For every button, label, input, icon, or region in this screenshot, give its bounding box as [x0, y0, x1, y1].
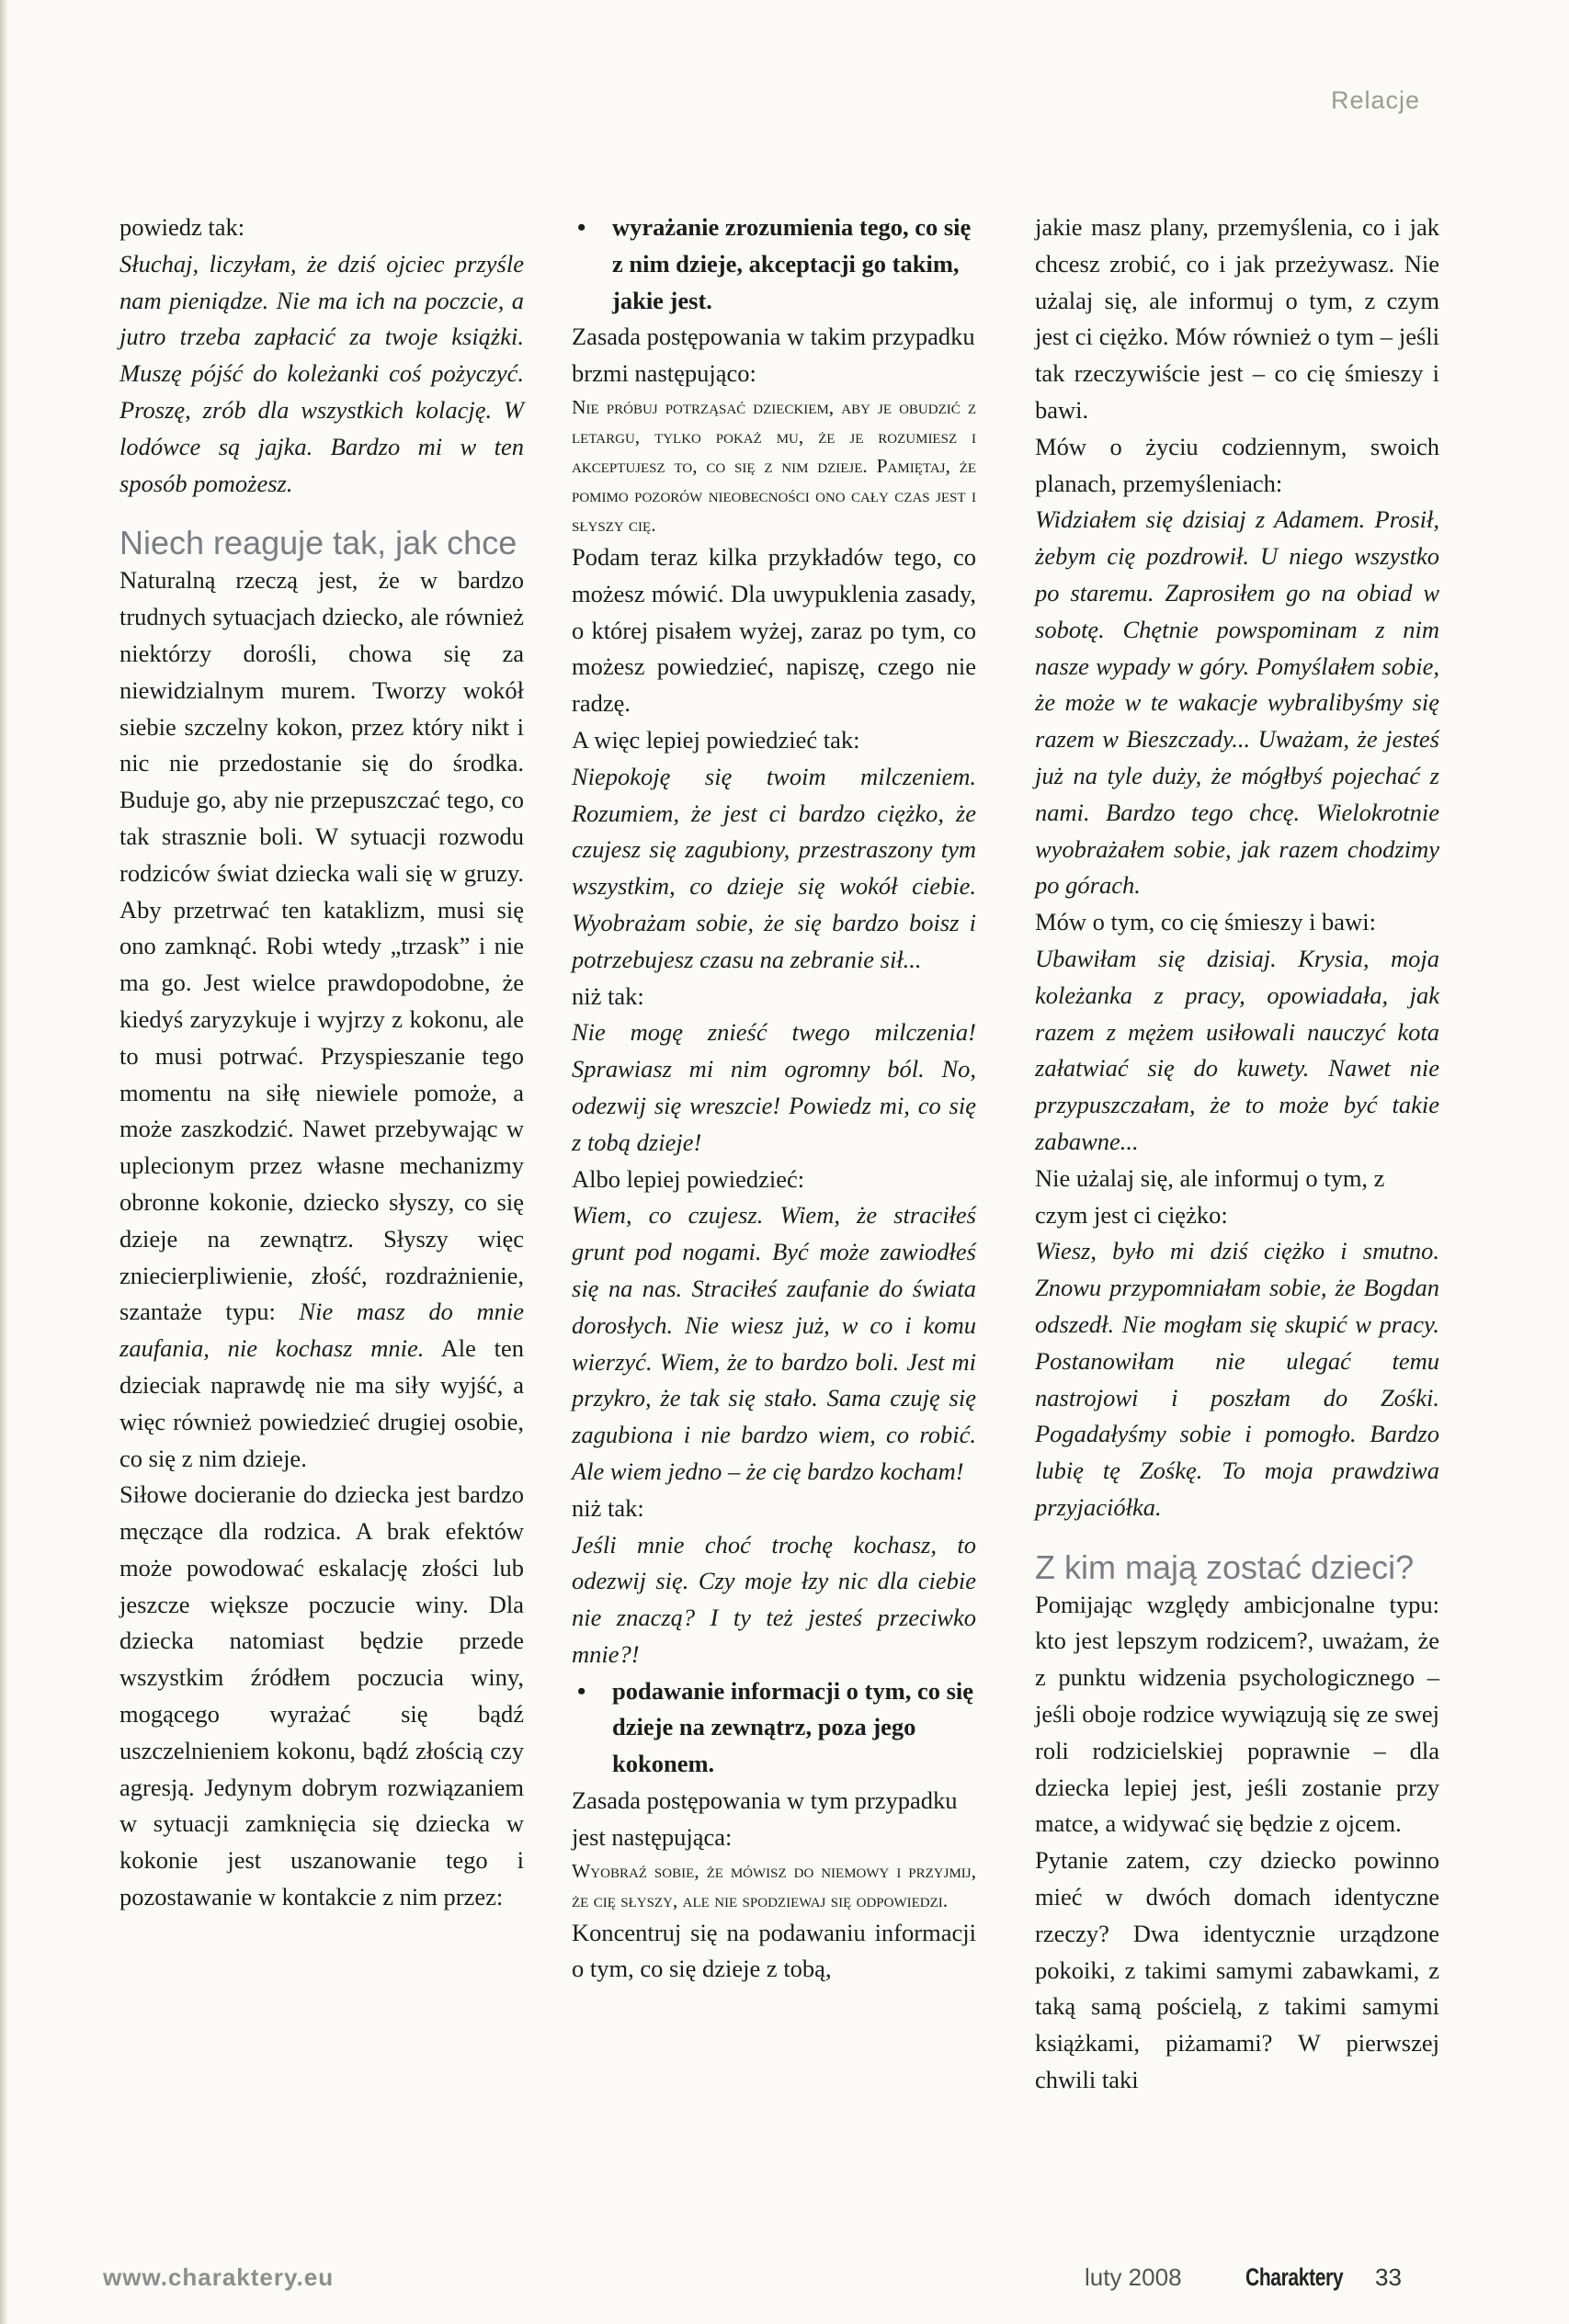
paragraph: niż tak: — [572, 1493, 644, 1522]
column-1 — [119, 210, 524, 1916]
footer-url[interactable]: www.charaktery.eu — [103, 2263, 335, 2291]
paragraph: Mów o życiu codziennym, swoich planach, przemyśleniach: — [1035, 432, 1439, 497]
bullet-text: podawanie informacji o tym, co się dzieje na zewnątrz, poza jego kokonem. — [612, 1676, 974, 1778]
paragraph: Albo lepiej powiedzieć: — [572, 1164, 805, 1193]
quote: Słuchaj, liczyłam, że dziś ojciec przyśle nam pieniądze. Nie ma ich na poczcie, a jutro trzeba zapłacić za twoje książki. Muszę pójść do koleżanki coś pożyczyć. Proszę, zrób dla wszystkich kolację. W lodówce są jajka. Bardzo mi w ten sposób pomożesz. — [119, 249, 524, 497]
quote: Ubawiłam się dzisiaj. Krysia, moja koleżanka z pracy, opowiadała, jak razem z mężem usiłowali nauczyć kota załatwiać się do kuwety. Nawet nie przypuszczałam, że to może być takie zabawne... — [1035, 944, 1439, 1155]
subheading: Z kim mają zostać dzieci? — [1035, 1547, 1415, 1586]
quote: Wiem, co czujesz. Wiem, że straciłeś grunt pod nogami. Być może zawiodłeś się na nas. Straciłeś zaufanie do świata dorosłych. Nie wiesz już, w co i komu wierzyć. Wiem, że to bardzo boli. Jest mi przykro, że tak się stało. Sama czuję się zagubiona i nie bardzo wiem, co robić. Ale wiem jedno – że cię bardzo kocham! — [572, 1201, 976, 1485]
paragraph: jakie masz plany, przemyślenia, co i jak chcesz zrobić, co i jak przeżywasz. Nie użalaj się, ale informuj o tym, z czym jest ci ciężko. Mów również o tym – jeśli tak rzeczywiście jest – co cię śmieszy i bawi. — [1035, 213, 1439, 424]
column-3 — [1035, 210, 1439, 2099]
page-spine-shadow — [0, 0, 8, 2324]
paragraph: Koncentruj się na podawaniu informacji o tym, co się dzieje z tobą, — [572, 1918, 976, 1983]
paragraph: Pomijając względy ambicjonalne typu: kto jest lepszym rodzicem?, uważam, że z punktu widzenia psychologicznego – jeśli oboje rodzice wywiązują się ze swej roli rodzicielskiej poprawnie – dla dziecka lepiej jest, jeśli zostanie przy matce, a widywać się będzie z ojcem. — [1035, 1590, 1439, 1838]
paragraph: Zasada postępowania w tym przypadku jest następująca: — [572, 1786, 958, 1851]
bullet-icon: • — [577, 213, 586, 241]
paragraph: Siłowe docieranie do dziecka jest bardzo męczące dla rodzica. A brak efektów może powodować eskalację złości lub jeszcze większe poczucie winy. Dla dziecka natomiast będzie przede wszystkim źródłem poczucia winy, mogącego wyrażać się bądź uszczelnieniem kokonu, bądź złością czy agresją. Jedynym dobrym rozwiązaniem w sytuacji zamknięcia się dziecka w kokonie jest uszanowanie tego i pozostawanie w kontakcie z nim przez: — [119, 1480, 524, 1911]
paragraph: Mów o tym, co cię śmieszy i bawi: — [1035, 908, 1376, 936]
bullet-text: wyrażanie zrozumienia tego, co się z nim dzieje, akceptacji go takim, jakie jest. — [612, 213, 972, 314]
callout-box: Nie próbuj potrząsać dzieckiem, aby je obudzić z letargu, tylko pokaż mu, że je rozumiesz i akceptujesz to, co się z nim dzieje. Pamiętaj, że pomimo pozorów nieobecności ono cały czas jest i słyszy cię. — [572, 395, 976, 536]
paragraph-text: Naturalną rzeczą jest, że w bardzo trudnych sytuacjach dziecko, ale również niektórzy dorośli, chowa się za niewidzialnym murem. Tworzy wokół siebie szczelny kokon, przez który nikt i nic nie przedostanie się do środka. Buduje go, aby nie przepuszczać tego, co tak strasznie boli. W sytuacji rozwodu rodziców świat dziecka wali się w gruzy. Aby przetrwać ten kataklizm, musi się ono zamknąć. Robi wtedy „trzask” i nie ma go. Jest wielce prawdopodobne, że kiedyś zaryzykuje i wyjrzy z kokonu, ale to musi potrwać. Przyspieszanie tego momentu na siłę niewiele pomoże, a może zaszkodzić. Nawet przebywając w uplecionym przez własne mechanizmy obronne kokonie, dziecko słyszy, co się dzieje na zewnątrz. Słyszy więc zniecierpliwienie, złość, rozdrażnienie, szantaże typu: — [119, 566, 524, 1326]
quote: Wiesz, było mi dziś ciężko i smutno. Znowu przypomniałam sobie, że Bogdan odszedł. Nie mogłam się skupić w pracy. Postanowiłam nie ulegać temu nastrojowi i poszłam do Zośki. Pogadałyśmy sobie i pomogło. Bardzo lubię tę Zośkę. To moja prawdziwa przyjaciółka. — [1035, 1237, 1439, 1521]
page-number: 33 — [1375, 2263, 1402, 2291]
paragraph: niż tak: — [572, 981, 644, 1010]
section-label: Relacje — [1331, 86, 1421, 114]
inline-quote: Nie masz do mnie zaufania, nie kochasz mnie. — [119, 1298, 525, 1363]
paragraph: Nie użalaj się, ale informuj o tym, z czym jest ci ciężko: — [1035, 1163, 1385, 1229]
quote: Nie mogę znieść twego milczenia! Sprawiasz mi nim ogromny ból. No, odezwij się wreszcie! Powiedz mi, co się z tobą dzieje! — [572, 1018, 976, 1156]
callout-box: Wyobraź sobie, że mówisz do niemowy i przyjmij, że cię słyszy, ale nie spodziewaj się odpowiedzi. — [572, 1859, 976, 1911]
quote: Jeśli mnie choć trochę kochasz, to odezwij się. Czy moje łzy nic dla ciebie nie znaczą? I ty też jesteś przeciwko mnie?! — [572, 1530, 976, 1668]
magazine-logo: Charaktery — [1245, 2263, 1344, 2291]
footer-date: luty 2008 — [1085, 2263, 1182, 2291]
quote: Niepokoję się twoim milczeniem. Rozumiem, że jest ci bardzo ciężko, że czujesz się zagubiony, przestraszony tym wszystkim, co dzieje się wokół ciebie. Wyobrażam sobie, że się bardzo boisz i potrzebujesz czasu na zebranie sił... — [572, 762, 976, 973]
bullet-icon: • — [577, 1676, 586, 1705]
column-2 — [572, 210, 976, 1988]
paragraph: A więc lepiej powiedzieć tak: — [572, 725, 860, 754]
paragraph: Zasada postępowania w takim przypadku brzmi następująco: — [572, 323, 975, 388]
subheading: Niech reaguje tak, jak chce — [119, 524, 517, 562]
paragraph: powiedz tak: — [119, 213, 245, 241]
paragraph: Podam teraz kilka przykładów tego, co możesz mówić. Dla uwypuklenia zasady, o której pisałem wyżej, zaraz po tym, co możesz powiedzieć, napiszę, czego nie radzę. — [572, 542, 976, 718]
quote: Widziałem się dzisiaj z Adamem. Prosił, żebym cię pozdrowił. U niego wszystko po staremu. Zaprosiłem go na obiad w sobotę. Chętnie powspominam z nim nasze wypady w góry. Pomyślałem sobie, że może w te wakacje wybralibyśmy się razem w Bieszczady... Uważam, że jesteś już na tyle duży, że mógłbyś pojechać z nami. Bardzo tego chcę. Wielokrotnie wyobrażałem sobie, jak razem chodzimy po górach. — [1035, 505, 1439, 900]
bullet-item — [572, 1673, 976, 1783]
paragraph — [119, 562, 524, 1477]
paragraph: Pytanie zatem, czy dziecko powinno mieć w dwóch domach identyczne rzeczy? Dwa identycznie urządzone pokoiki, z takimi samymi zabawkami, z taką samą pościelą, z takimi samymi książkami, piżamami? W pierwszej chwili taki — [1035, 1846, 1439, 2094]
paragraph-text: Ale ten dzieciak naprawdę nie ma siły wyjść, a więc również powiedzieć drugiej osobie, co się z nim dzieje. — [119, 1334, 525, 1472]
bullet-item — [572, 210, 976, 319]
